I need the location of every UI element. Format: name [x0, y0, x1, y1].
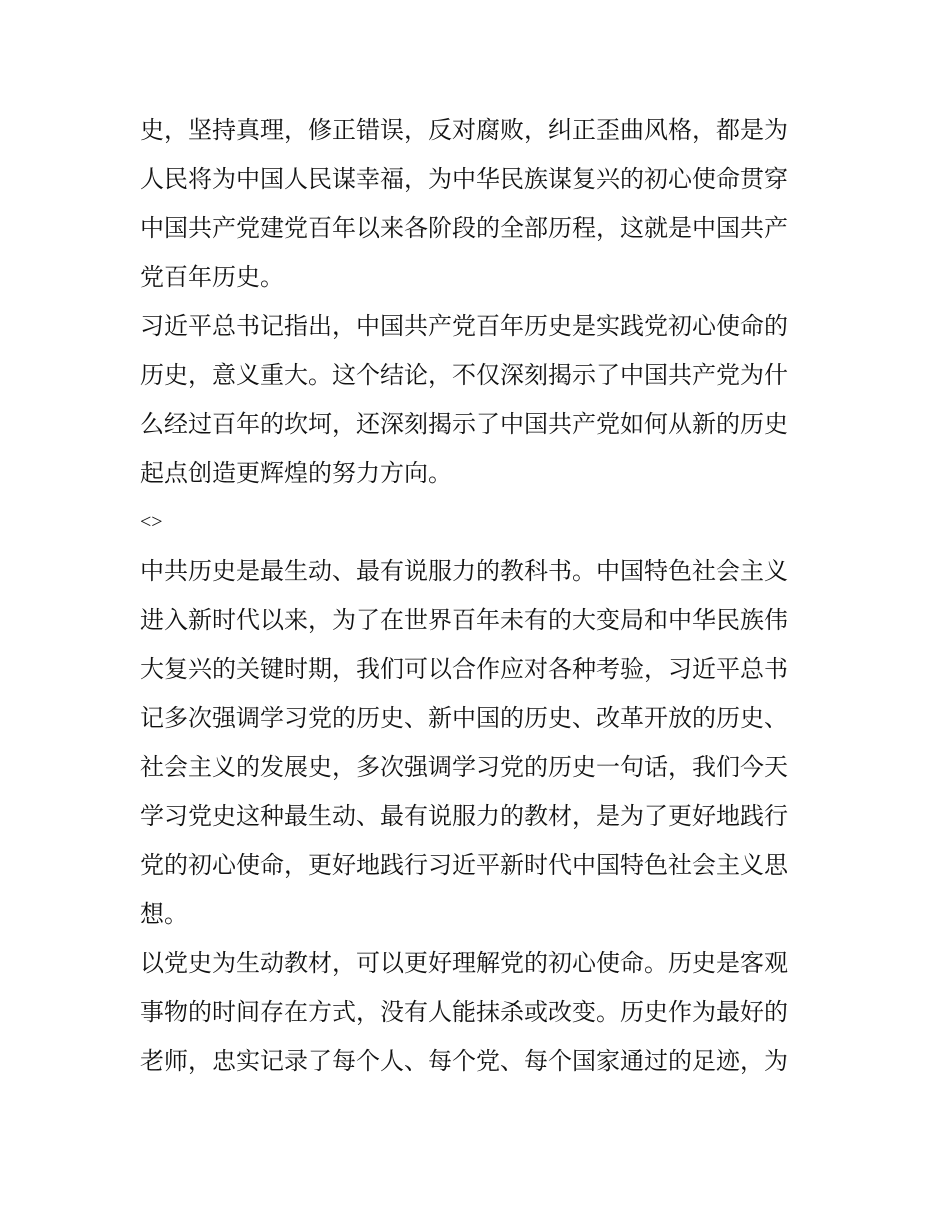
text-line: 么经过百年的坎坷，还深刻揭示了中国共产党如何从新的历史	[140, 410, 788, 438]
text-line: 中共历史是最生动、最有说服力的教科书。中国特色社会主义	[140, 557, 788, 585]
section-marker: <>	[140, 511, 163, 533]
text-line: 史，坚持真理，修正错误，反对腐败，纠正歪曲风格，都是为	[140, 116, 788, 144]
text-line: 党百年历史。	[140, 263, 284, 291]
text-line: 习近平总书记指出，中国共产党百年历史是实践党初心使命的	[140, 312, 788, 340]
text-line: 人民将为中国人民谋幸福，为中华民族谋复兴的初心使命贯穿	[140, 165, 788, 193]
text-line: 中国共产党建党百年以来各阶段的全部历程，这就是中国共产	[140, 214, 788, 242]
text-line: 进入新时代以来，为了在世界百年未有的大变局和中华民族伟	[140, 606, 788, 634]
text-line: 事物的时间存在方式，没有人能抹杀或改变。历史作为最好的	[140, 998, 788, 1026]
text-line: 老师，忠实记录了每个人、每个党、每个国家通过的足迹，为	[140, 1047, 788, 1075]
document-body	[140, 106, 820, 1086]
text-line: 记多次强调学习党的历史、新中国的历史、改革开放的历史、	[140, 704, 788, 732]
text-line: 以党史为生动教材，可以更好理解党的初心使命。历史是客观	[140, 949, 788, 977]
text-line: 党的初心使命，更好地践行习近平新时代中国特色社会主义思	[140, 851, 788, 879]
text-line: 社会主义的发展史，多次强调学习党的历史一句话，我们今天	[140, 753, 788, 781]
text-line: 起点创造更辉煌的努力方向。	[140, 459, 452, 487]
text-line: 学习党史这种最生动、最有说服力的教材，是为了更好地践行	[140, 802, 788, 830]
text-line: 历史，意义重大。这个结论，不仅深刻揭示了中国共产党为什	[140, 361, 788, 389]
text-line: 想。	[140, 900, 188, 928]
text-line: 大复兴的关键时期，我们可以合作应对各种考验，习近平总书	[140, 655, 788, 683]
